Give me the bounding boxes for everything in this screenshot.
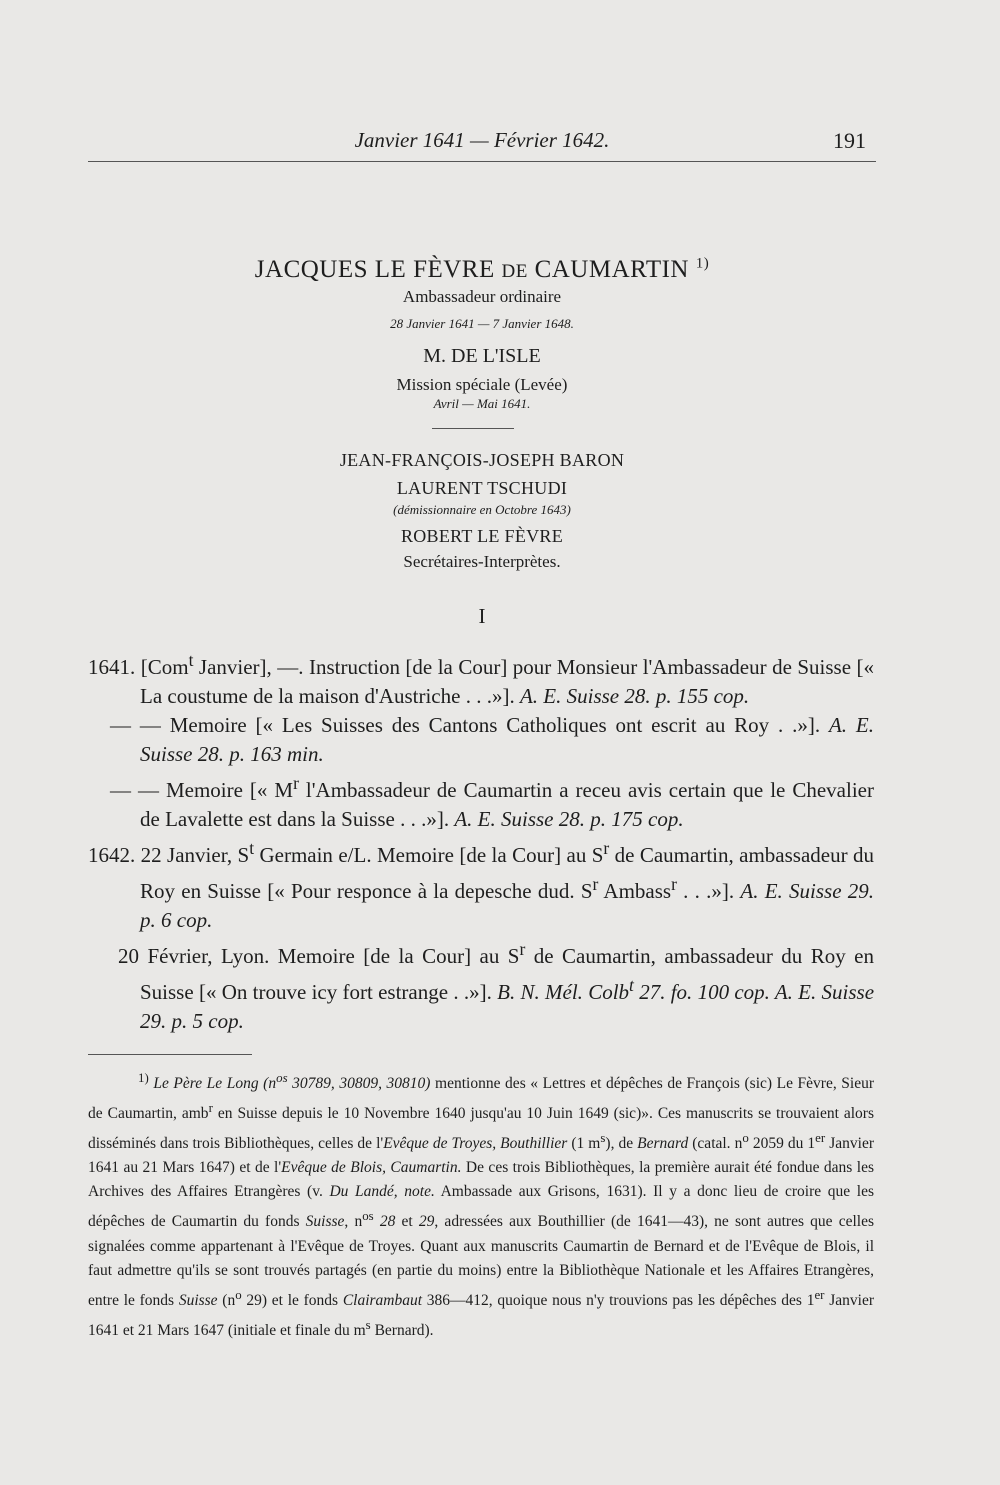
entries-list bbox=[88, 646, 874, 1036]
entry-reference: A. E. Suisse 29. p. 6 cop. bbox=[140, 879, 875, 932]
entry-text: de Caumartin, ambassadeur du Roy en Suisse [« Pour responce à la depesche dud. S bbox=[140, 843, 875, 903]
section-rule bbox=[432, 428, 514, 429]
footnote-text: en Suisse depuis le 10 Novembre 1640 jusqu'au 10 Juin 1649 (sic)». Ces manuscrits se trouvaient alors disséminés dans trois Bibliothèques, celles de l' bbox=[88, 1105, 874, 1153]
entry-superscript: r bbox=[603, 838, 610, 858]
footnote-text: mentionne des « Lettres et dépêches de François (sic) Le Fèvre, Sieur de Caumartin, amb bbox=[88, 1075, 874, 1123]
entry-superscript: r bbox=[592, 874, 599, 894]
footnote-text: (1 m bbox=[567, 1135, 601, 1153]
footnote-mark: 1) bbox=[138, 1070, 149, 1085]
footnote-rule bbox=[88, 1054, 252, 1055]
entry-text: 1642. 22 Janvier, S bbox=[88, 843, 250, 867]
entry-text: l'Ambassadeur de Caumartin a receu avis certain que le Chevalier de Lavalette est dans la Suisse . . .»]. bbox=[140, 778, 874, 831]
section-number: I bbox=[478, 604, 486, 628]
footnote-text: 29) et le fonds bbox=[241, 1291, 343, 1309]
ambassador-dates: 28 Janvier 1641 — 7 Janvier 1648. bbox=[390, 316, 574, 331]
page-header bbox=[88, 128, 876, 164]
entry-text: 1641. [Com bbox=[88, 655, 189, 679]
footnote-text: 386—412, quoique nous n'y trouvions pas les dépêches des 1 bbox=[422, 1291, 815, 1309]
entry-reference: A. E. Suisse 28. p. 175 cop. bbox=[454, 807, 684, 831]
list-item bbox=[88, 646, 874, 711]
entry-reference: A. E. Suisse 28. p. 163 min. bbox=[140, 713, 874, 766]
ambassador-role: Ambassadeur ordinaire bbox=[402, 287, 562, 306]
entry-text: Ambass bbox=[598, 879, 672, 903]
entry-superscript: t bbox=[188, 650, 194, 670]
footnote-text: De ces trois Bibliothèques, la première aurait été fondue dans les Archives des Affaires Etrangères (v. bbox=[88, 1159, 874, 1201]
footnote-text: Janvier 1641 et 21 Mars 1647 (initiale et finale du m bbox=[88, 1291, 874, 1339]
special-envoy-dates: Avril — Mai 1641. bbox=[433, 396, 531, 411]
entry-text: 20 Février, Lyon. Memoire [de la Cour] au S bbox=[118, 944, 520, 968]
footnote-text: , adressées aux Bouthillier (de 1641—43), ne sont autres que celles signalées comme appartenant à l'Evêque de Troyes. Quant aux manuscrits Caumartin de Bernard et de l'Evêque de Blois, il faut admettre qu'ils se sont trouvés partagés (en partie du moins) entre la Bibliothèque Nationale et les Affaires Etrangères, entre le fonds bbox=[88, 1213, 874, 1309]
special-envoy-role: Mission spéciale (Levée) bbox=[396, 375, 568, 394]
list-item bbox=[88, 711, 874, 769]
footnote-text: Du Landé, note. bbox=[329, 1183, 435, 1201]
footnote-superscript: o bbox=[235, 1286, 242, 1302]
footnote-marker: 1) bbox=[695, 255, 710, 272]
page-number: 191 bbox=[833, 128, 866, 153]
entry-superscript: t bbox=[629, 975, 634, 995]
footnote-text: (catal. n bbox=[688, 1135, 743, 1153]
footnote-text: 30789, 30809, 30810) bbox=[287, 1075, 431, 1093]
entry-text: Germain e/L. Memoire [de la Cour] au S bbox=[254, 843, 604, 867]
footnote-text: Suisse bbox=[305, 1213, 345, 1231]
entry-superscript: t bbox=[249, 838, 255, 858]
entry-reference: A. E. Suisse 28. p. 155 cop. bbox=[519, 684, 750, 708]
footnote-text: Ambassade aux Grisons, 1631). Il y a donc lieu de croire que les dépêches de Caumartin du fonds bbox=[88, 1183, 874, 1231]
entry-text: de Caumartin, ambassadeur du Roy en Suisse [« On trouve icy fort estrange . .»]. bbox=[140, 944, 874, 1004]
footnote-superscript: os bbox=[276, 1070, 288, 1085]
footnote-text: Bernard). bbox=[370, 1321, 434, 1339]
entry-superscript: r bbox=[293, 773, 299, 793]
secretary-2: LAURENT TSCHUDI bbox=[396, 478, 568, 498]
list-item bbox=[88, 834, 874, 935]
footnote-text: (n bbox=[217, 1291, 236, 1309]
entry-text: — — Memoire [« Les Suisses des Cantons Catholiques ont escrit au Roy . .»]. bbox=[110, 713, 829, 737]
entry-text: . . .»]. bbox=[676, 879, 741, 903]
entry-text: Janvier], —. Instruction [de la Cour] pour Monsieur l'Ambassadeur de Suisse [« La coustume de la maison d'Austriche . . .»]. bbox=[140, 655, 874, 708]
footnote-text: Clairambaut bbox=[342, 1291, 423, 1309]
footnote-superscript: er bbox=[815, 1130, 826, 1146]
secretary-1: JEAN-FRANÇOIS-JOSEPH BARON bbox=[339, 450, 625, 470]
ambassador-name-place: CAUMARTIN bbox=[534, 256, 689, 283]
special-envoy-name: M. DE L'ISLE bbox=[423, 345, 541, 367]
footnote-superscript: er bbox=[814, 1286, 825, 1302]
footnote-text: Le Père Le Long (n bbox=[148, 1075, 277, 1093]
footnote-text: Janvier 1641 au 21 Mars 1647) et de l' bbox=[88, 1135, 874, 1177]
ambassador-name-de: DE bbox=[501, 261, 528, 282]
list-item bbox=[88, 769, 874, 834]
footnote-superscript: r bbox=[208, 1100, 213, 1116]
entry-reference: 27. fo. 100 cop. A. E. Suisse 29. p. 5 cop. bbox=[140, 980, 875, 1033]
list-item bbox=[88, 935, 874, 1036]
footnote-superscript: o bbox=[742, 1130, 749, 1146]
header-rule bbox=[88, 161, 876, 162]
footnote-text: et bbox=[395, 1213, 419, 1231]
footnote bbox=[88, 1066, 874, 1343]
ambassador-name bbox=[88, 256, 876, 284]
footnote-text: Bernard bbox=[637, 1135, 689, 1153]
entry-superscript: r bbox=[671, 874, 677, 894]
footnote-text: 29 bbox=[418, 1213, 435, 1231]
footnote-text: , n bbox=[344, 1213, 363, 1231]
ambassador-name-main: JACQUES LE FÈVRE bbox=[254, 256, 495, 283]
footnote-text: ), de bbox=[605, 1135, 638, 1153]
secretaries-role: Secrétaires-Interprètes. bbox=[403, 552, 561, 571]
running-title: Janvier 1641 — Février 1642. bbox=[354, 128, 610, 152]
footnote-text: Suisse bbox=[178, 1291, 218, 1309]
secretary-2-note: (démissionnaire en Octobre 1643) bbox=[393, 502, 571, 517]
entry-text: — — Memoire [« M bbox=[110, 778, 294, 802]
footnote-superscript: os bbox=[362, 1208, 374, 1224]
footnote-text: Evêque de Blois, Caumartin. bbox=[281, 1159, 462, 1177]
secretary-3: ROBERT LE FÈVRE bbox=[400, 526, 564, 546]
footnote-superscript: s bbox=[365, 1316, 371, 1332]
entry-reference: B. N. Mél. Colb bbox=[497, 980, 630, 1004]
footnote-text: 2059 du 1 bbox=[748, 1135, 816, 1153]
footnote-superscript: s bbox=[600, 1130, 606, 1146]
footnote-text: 28 bbox=[373, 1213, 396, 1231]
entry-superscript: r bbox=[519, 939, 526, 959]
footnote-text: Evêque de Troyes, Bouthillier bbox=[383, 1135, 568, 1153]
